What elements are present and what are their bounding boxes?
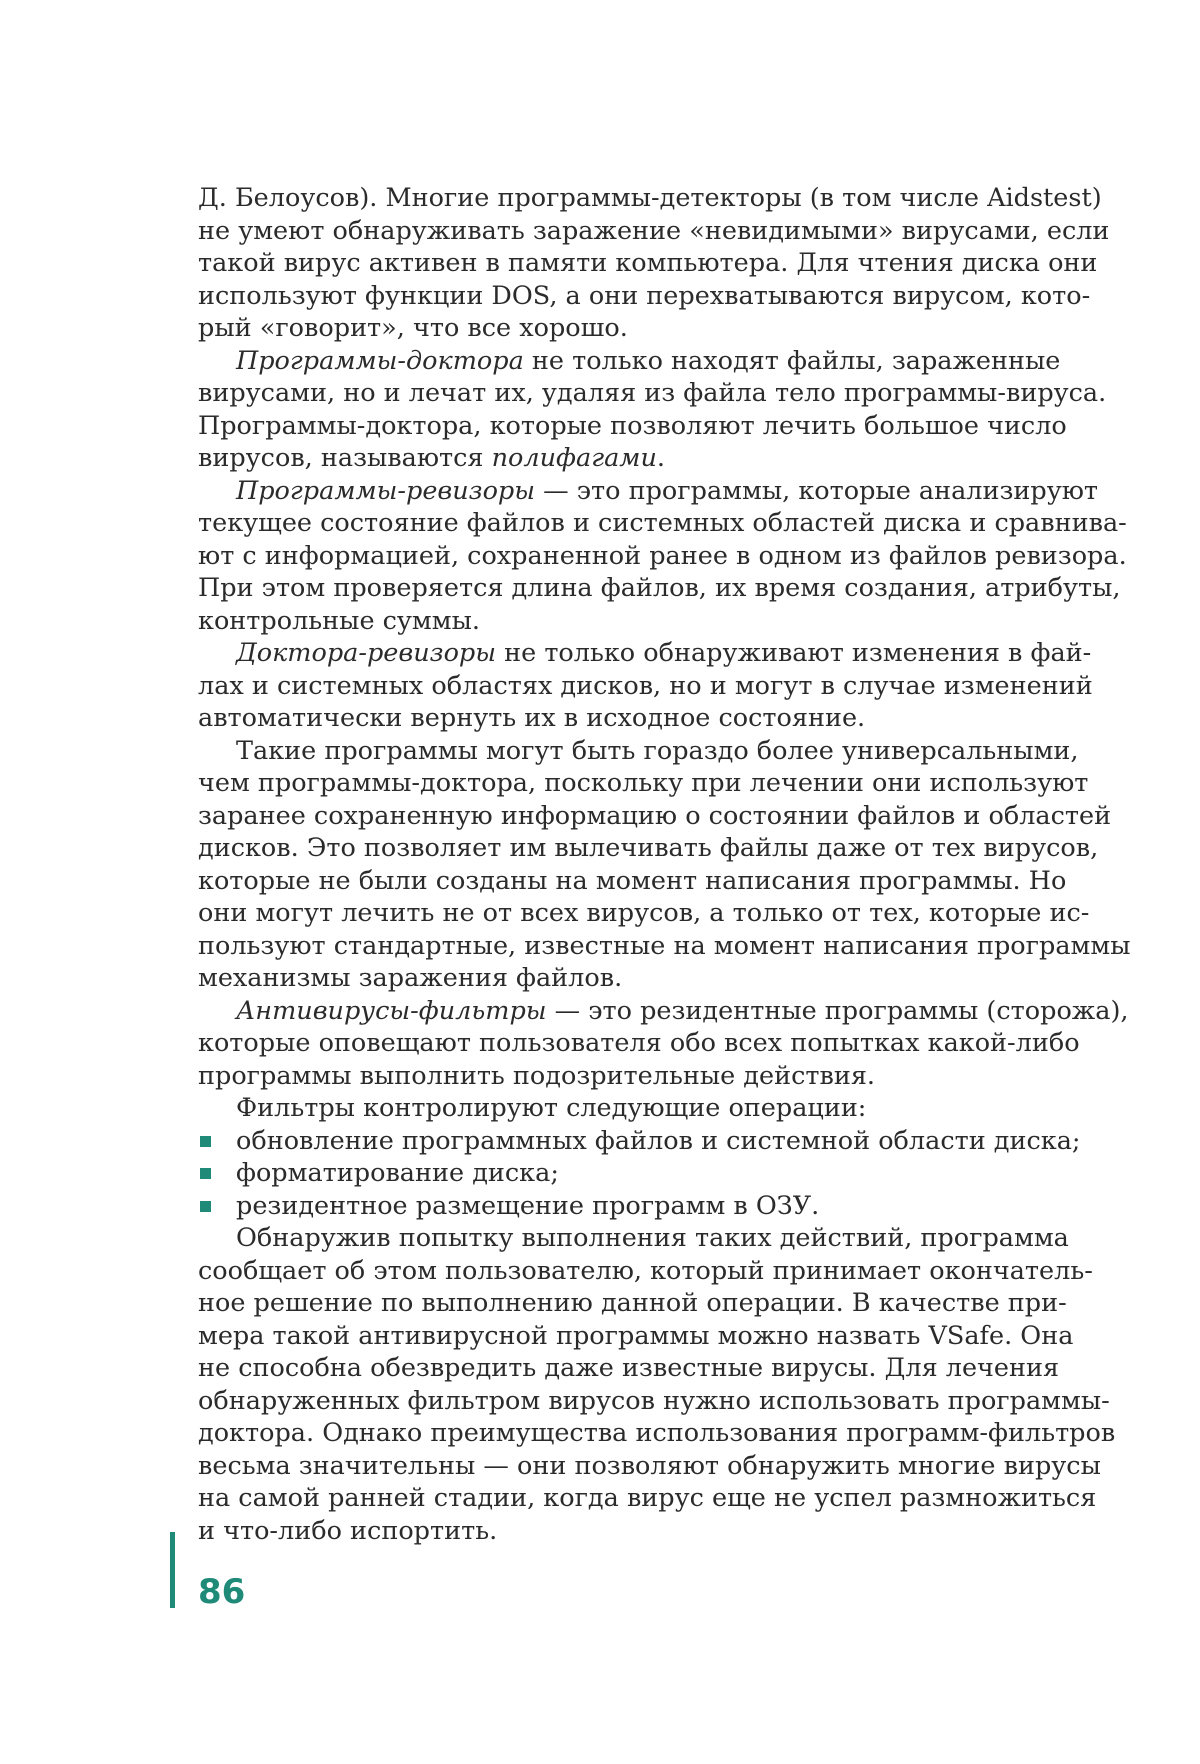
bullet-list xyxy=(198,1125,1081,1223)
text-line: которые оповещают пользователя обо всех попытках какой-либо xyxy=(198,1028,1080,1058)
text-fragment: — это резидентные программы (сторожа), xyxy=(546,995,1129,1026)
square-bullet-icon xyxy=(200,1201,211,1212)
text-line xyxy=(198,442,1048,475)
text-line: контрольные суммы. xyxy=(198,605,480,636)
text-line: ное решение по выполнению данной операции. В качестве при- xyxy=(198,1288,1067,1318)
text-line xyxy=(198,995,1129,1028)
text-line: лах и системных областях дисков, но и могут в случае изменений xyxy=(198,670,1093,701)
text-line: При этом проверяется длина файлов, их время создания, атрибуты, xyxy=(198,573,1121,603)
text-line: Фильтры контролируют следующие операции: xyxy=(236,1093,867,1123)
text-line xyxy=(198,637,1092,670)
text-line: вирусами, но и лечат их, удаляя из файла тело программы-вируса. xyxy=(198,378,1107,408)
text-line: мера такой антивирусной программы можно назвать VSafe. Она xyxy=(198,1320,1074,1351)
list-item-text: обновление программных файлов и системной области диска; xyxy=(236,1125,1081,1156)
page-number-bar xyxy=(170,1532,175,1608)
list-item xyxy=(198,1190,1048,1223)
term: Антивирусы-фильтры xyxy=(236,995,547,1026)
paragraph xyxy=(198,1092,1048,1125)
list-item-text: резидентное размещение программ в ОЗУ. xyxy=(236,1190,820,1221)
text-line: на самой ранней стадии, когда вирус еще не успел размножиться xyxy=(198,1483,1097,1513)
paragraph xyxy=(198,637,1093,735)
text-line: автоматически вернуть их в исходное состояние. xyxy=(198,703,866,733)
paragraph xyxy=(198,995,1129,1093)
text-line: Программы-доктора, которые позволяют лечить большое число xyxy=(198,410,1067,441)
paragraph xyxy=(198,475,1127,638)
text-line: дисков. Это позволяет им вылечивать файлы даже от тех вирусов, xyxy=(198,833,1099,863)
text-fragment: — это программы, которые анализируют xyxy=(535,475,1099,506)
term: Доктора-ревизоры xyxy=(236,638,497,668)
text-line: доктора. Однако преимущества использования программ-фильтров xyxy=(198,1418,1116,1448)
list-item xyxy=(198,1125,1081,1158)
page-number: 86 xyxy=(198,1572,246,1612)
text-line: Такие программы могут быть гораздо более универсальными, xyxy=(236,735,1079,766)
text-line: и что-либо испортить. xyxy=(198,1515,498,1546)
text-line xyxy=(198,475,1099,508)
term: Программы-доктора xyxy=(236,345,524,376)
square-bullet-icon xyxy=(200,1136,211,1147)
text-line: используют функции DOS, а они перехватываются вирусом, кото- xyxy=(198,280,1091,311)
paragraph xyxy=(198,345,1107,475)
text-line: программы выполнить подозрительные действия. xyxy=(198,1060,876,1091)
text-line: такой вирус активен в памяти компьютера. Для чтения диска они xyxy=(198,248,1098,278)
text-line: весьма значительны — они позволяют обнаружить многие вирусы xyxy=(198,1450,1101,1481)
text-line: не умеют обнаруживать заражение «невидимыми» вирусами, если xyxy=(198,215,1110,246)
text-line: Д. Белоусов). Многие программы-детекторы (в том числе Aidstest) xyxy=(198,183,1102,213)
paragraph xyxy=(198,735,1131,995)
text-fragment: не только обнаруживают изменения в фай- xyxy=(496,638,1092,668)
text-line: чем программы-доктора, поскольку при лечении они используют xyxy=(198,768,1089,798)
text-line xyxy=(198,345,1061,378)
text-fragment: не только находят файлы, зараженные xyxy=(523,345,1061,376)
text-line: механизмы заражения файлов. xyxy=(198,963,623,993)
text-line: пользуют стандартные, известные на момент написания программы xyxy=(198,930,1131,961)
text-line: ют с информацией, сохраненной ранее в одном из файлов ревизора. xyxy=(198,540,1127,571)
list-item-text: форматирование диска; xyxy=(236,1158,559,1188)
text-fragment: . xyxy=(656,443,665,473)
list-item xyxy=(198,1157,1048,1190)
text-line: которые не были созданы на момент написания программы. Но xyxy=(198,865,1067,896)
term: Программы-ревизоры xyxy=(236,475,536,506)
term: полифагами xyxy=(491,443,657,473)
text-line: заранее сохраненную информацию о состоянии файлов и областей xyxy=(198,800,1112,831)
text-line: обнаруженных фильтром вирусов нужно использовать программы- xyxy=(198,1385,1110,1416)
body-text xyxy=(198,182,1131,1547)
text-line: они могут лечить не от всех вирусов, а только от тех, которые ис- xyxy=(198,898,1090,928)
text-line: текущее состояние файлов и системных областей диска и сравнива- xyxy=(198,508,1127,538)
text-line: рый «говорит», что все хорошо. xyxy=(198,313,628,343)
text-line: Обнаружив попытку выполнения таких действий, программа xyxy=(236,1223,1069,1253)
text-line: не способна обезвредить даже известные вирусы. Для лечения xyxy=(198,1353,1060,1383)
text-line: сообщает об этом пользователю, который принимает окончатель- xyxy=(198,1255,1093,1286)
paragraph xyxy=(198,182,1110,345)
square-bullet-icon xyxy=(200,1168,211,1179)
text-fragment: вирусов, называются xyxy=(198,443,492,473)
paragraph xyxy=(198,1222,1116,1547)
